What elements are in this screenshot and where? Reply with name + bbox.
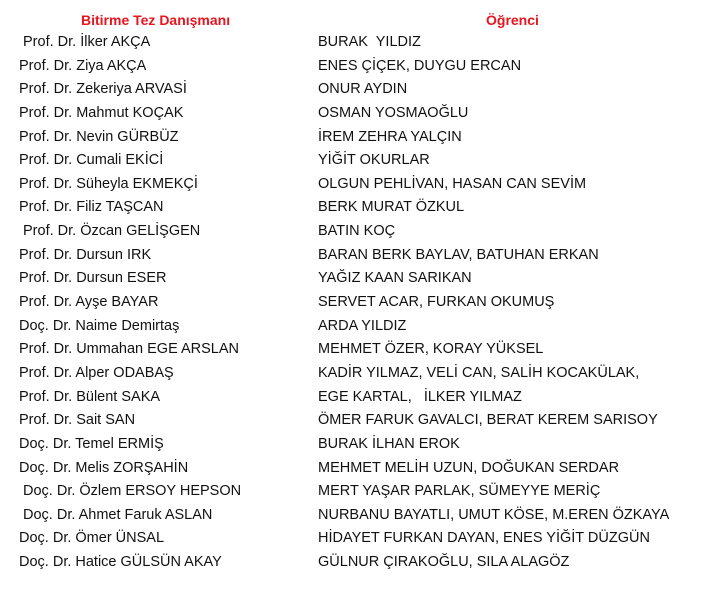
student-names: MERT YAŞAR PARLAK, SÜMEYYE MERİÇ [318,483,601,500]
advisor-name: Prof. Dr. Dursun ESER [19,270,167,287]
table-row [0,528,724,552]
student-names: BATIN KOÇ [318,223,396,240]
table-row [0,458,724,482]
advisor-name: Doç. Dr. Melis ZORŞAHİN [19,459,189,476]
advisor-name: Doç. Dr. Temel ERMİŞ [19,435,164,452]
student-names: ONUR AYDIN [318,81,408,98]
advisor-name: Prof. Dr. Mahmut KOÇAK [19,104,184,121]
table-body [0,32,724,576]
advisor-name: Prof. Dr. İlker AKÇA [23,34,151,50]
table-row [0,316,724,340]
table-row [0,79,724,103]
student-names: ARDA YILDIZ [318,317,407,334]
advisor-name: Prof. Dr. Dursun IRK [19,246,152,263]
advisor-name: Doç. Dr. Özlem ERSOY HEPSON [23,483,242,500]
advisor-name: Prof. Dr. Özcan GELİŞGEN [23,223,201,240]
advisor-name: Prof. Dr. Ayşe BAYAR [19,294,159,311]
table-row [0,127,724,151]
table-row [0,434,724,458]
table-row [0,174,724,198]
student-names: İREM ZEHRA YALÇIN [318,128,462,145]
student-names: HİDAYET FURKAN DAYAN, ENES YİĞİT DÜZGÜN [318,530,650,547]
student-names: MEHMET ÖZER, KORAY YÜKSEL [318,341,544,358]
advisor-name: Prof. Dr. Filiz TAŞCAN [19,199,164,216]
advisor-name: Prof. Dr. Bülent SAKA [19,388,161,405]
advisor-name: Prof. Dr. Süheyla EKMEKÇİ [19,175,198,192]
table-row [0,410,724,434]
table-row [0,32,724,56]
advisor-column-header: Bitirme Tez Danışmanı [81,12,231,28]
table-row [0,103,724,127]
advisor-name: Doç. Dr. Ömer ÜNSAL [19,530,165,547]
student-names: EGE KARTAL, İLKER YILMAZ [318,388,522,405]
student-column-header: Öğrenci [486,12,539,28]
advisor-name: Doç. Dr. Ahmet Faruk ASLAN [23,506,213,523]
table-row [0,245,724,269]
student-names: KADİR YILMAZ, VELİ CAN, SALİH KOCAKÜLAK, [318,364,640,381]
advisor-name: Prof. Dr. Zekeriya ARVASİ [19,81,187,98]
student-names: BARAN BERK BAYLAV, BATUHAN ERKAN [318,246,599,263]
table-row [0,505,724,529]
student-names: NURBANU BAYATLI, UMUT KÖSE, M.EREN ÖZKAYA [318,506,670,523]
advisor-name: Doç. Dr. Naime Demirtaş [19,317,180,334]
student-names: GÜLNUR ÇIRAKOĞLU, SILA ALAGÖZ [318,554,570,571]
student-names: OSMAN YOSMAOĞLU [318,104,469,121]
student-names: OLGUN PEHLİVAN, HASAN CAN SEVİM [318,175,587,192]
student-names: BURAK YILDIZ [318,34,421,50]
table-row [0,221,724,245]
advisor-name: Prof. Dr. Ummahan EGE ARSLAN [19,341,239,358]
advisor-name: Prof. Dr. Ziya AKÇA [19,57,147,74]
student-names: MEHMET MELİH UZUN, DOĞUKAN SERDAR [318,459,620,476]
table-row [0,363,724,387]
advisor-name: Prof. Dr. Cumali EKİCİ [19,152,164,169]
advisor-name: Prof. Dr. Nevin GÜRBÜZ [19,128,179,145]
table-row [0,552,724,576]
table-row [0,481,724,505]
advisor-name: Prof. Dr. Sait SAN [19,412,136,429]
student-names: ENES ÇİÇEK, DUYGU ERCAN [318,57,522,74]
advisor-name: Prof. Dr. Alper ODABAŞ [19,364,174,381]
advisor-name: Doç. Dr. Hatice GÜLSÜN AKAY [19,554,222,571]
table-row [0,387,724,411]
table-row [0,268,724,292]
table-row [0,197,724,221]
student-names: ÖMER FARUK GAVALCI, BERAT KEREM SARISOY [318,412,658,429]
table-row [0,292,724,316]
student-names: YAĞIZ KAAN SARIKAN [318,270,472,287]
student-names: SERVET ACAR, FURKAN OKUMUŞ [318,294,555,311]
table-row [0,56,724,80]
student-names: BERK MURAT ÖZKUL [318,199,465,216]
student-names: YİĞİT OKURLAR [318,152,430,169]
table-header [0,0,724,26]
table-row [0,339,724,363]
table-row [0,150,724,174]
student-names: BURAK İLHAN EROK [318,435,460,452]
